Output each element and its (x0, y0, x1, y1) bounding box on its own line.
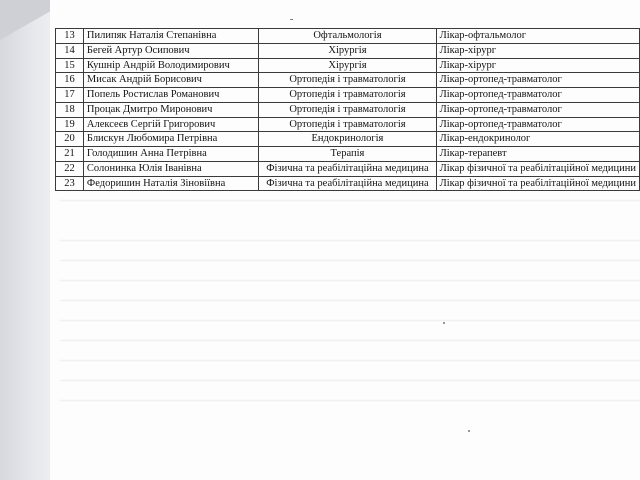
doctor-name: Попель Ростислав Романович (83, 88, 258, 103)
position: Лікар-ортопед-травматолог (436, 73, 639, 88)
row-number: 20 (56, 132, 84, 147)
specialty: Хірургія (259, 58, 436, 73)
doctor-name: Голодишин Анна Петрівна (83, 147, 258, 162)
row-number: 23 (56, 176, 84, 191)
table-row (56, 29, 640, 44)
scan-speck (468, 430, 470, 432)
doctor-name: Мисак Андрій Борисович (83, 73, 258, 88)
doctor-name: Пилипяк Наталія Степанівна (83, 29, 258, 44)
specialty: Фізична та реабілітаційна медицина (259, 176, 436, 191)
position: Лікар-ортопед-травматолог (436, 88, 639, 103)
specialty: Ортопедія і травматологія (259, 88, 436, 103)
doctor-name: Федоришин Наталія Зіновіївна (83, 176, 258, 191)
doctor-name: Кушнір Андрій Володимирович (83, 58, 258, 73)
specialty: Ортопедія і травматологія (259, 73, 436, 88)
table-row (56, 58, 640, 73)
row-number: 18 (56, 102, 84, 117)
position: Лікар-офтальмолог (436, 29, 639, 44)
doctor-name: Солонинка Юлія Іванівна (83, 161, 258, 176)
bleed-through-table (60, 200, 640, 410)
doctors-table-body (56, 29, 640, 191)
table-row (56, 102, 640, 117)
row-number: 15 (56, 58, 84, 73)
specialty: Ортопедія і травматологія (259, 102, 436, 117)
specialty: Хірургія (259, 43, 436, 58)
table-row (56, 161, 640, 176)
specialty: Офтальмологія (259, 29, 436, 44)
specialty: Терапія (259, 147, 436, 162)
doctor-name: Процак Дмитро Миронович (83, 102, 258, 117)
scan-speck (290, 19, 293, 20)
position: Лікар-хірург (436, 43, 639, 58)
table-row (56, 176, 640, 191)
row-number: 13 (56, 29, 84, 44)
position: Лікар-хірург (436, 58, 639, 73)
row-number: 17 (56, 88, 84, 103)
row-number: 16 (56, 73, 84, 88)
position: Лікар фізичної та реабілітаційної медицини (436, 161, 639, 176)
table-row (56, 117, 640, 132)
table-row (56, 132, 640, 147)
position: Лікар-ортопед-травматолог (436, 117, 639, 132)
doctors-table (55, 28, 640, 191)
table-row (56, 73, 640, 88)
table-row (56, 43, 640, 58)
specialty: Фізична та реабілітаційна медицина (259, 161, 436, 176)
position: Лікар фізичної та реабілітаційної медицини (436, 176, 639, 191)
doctor-name: Алексеєв Сергій Григорович (83, 117, 258, 132)
table-row (56, 147, 640, 162)
row-number: 19 (56, 117, 84, 132)
position: Лікар-терапевт (436, 147, 639, 162)
row-number: 21 (56, 147, 84, 162)
specialty: Ендокринологія (259, 132, 436, 147)
position: Лікар-ендокринолог (436, 132, 639, 147)
specialty: Ортопедія і травматологія (259, 117, 436, 132)
row-number: 14 (56, 43, 84, 58)
scan-speck (443, 322, 445, 324)
doctor-name: Бегей Артур Осипович (83, 43, 258, 58)
table-row (56, 88, 640, 103)
row-number: 22 (56, 161, 84, 176)
doctor-name: Блискун Любомира Петрівна (83, 132, 258, 147)
position: Лікар-ортопед-травматолог (436, 102, 639, 117)
